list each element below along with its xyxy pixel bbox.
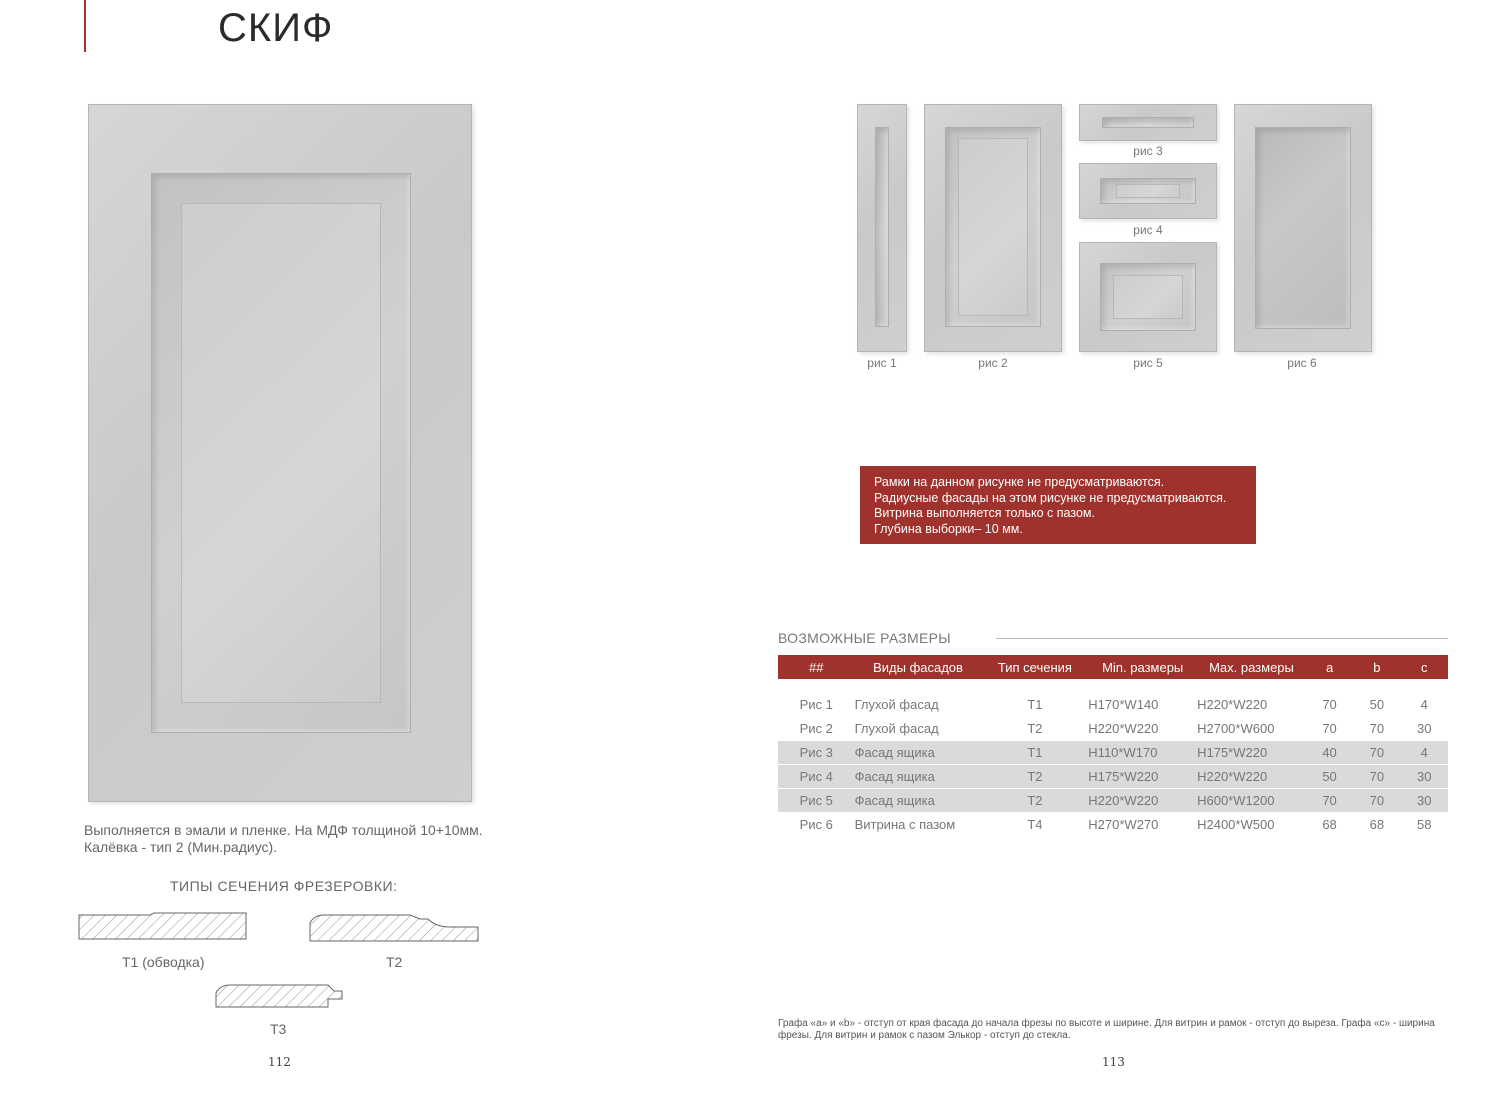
figure-6-image (1234, 104, 1372, 352)
cell-type: Фасад ящика (855, 741, 982, 765)
cell-max: H600*W1200 (1197, 789, 1306, 813)
cell-b: 50 (1353, 693, 1400, 717)
table-row (778, 717, 1448, 741)
cell-num: Рис 4 (778, 765, 855, 789)
cell-min: H110*W170 (1088, 741, 1197, 765)
cell-section: T4 (982, 813, 1089, 837)
cell-a: 50 (1306, 765, 1353, 789)
figure-4-image (1079, 163, 1217, 219)
page-number-left: 112 (268, 1055, 291, 1069)
table-row (778, 693, 1448, 717)
figure-1-image (857, 104, 907, 352)
cell-c: 58 (1401, 813, 1448, 837)
cell-c: 4 (1401, 741, 1448, 765)
sizes-divider (996, 638, 1448, 639)
figure-1-caption: рис 1 (867, 356, 897, 370)
figure-5-caption: рис 5 (1133, 356, 1163, 370)
figure-3-groove (1102, 117, 1194, 128)
cell-type: Глухой фасад (855, 693, 982, 717)
cell-section: T1 (982, 693, 1089, 717)
cell-num: Рис 3 (778, 741, 855, 765)
header-c: c (1401, 655, 1448, 679)
door-raised-panel (181, 203, 381, 703)
profiles-title: ТИПЫ СЕЧЕНИЯ ФРЕЗЕРОВКИ: (170, 878, 398, 894)
header-a: a (1306, 655, 1353, 679)
description: Выполняется в эмали и пленке. На МДФ толщиной 10+10мм. Калёвка - тип 2 (Мин.радиус). (84, 822, 483, 855)
cell-a: 70 (1306, 717, 1353, 741)
footnote: Графа «a» и «b» - отступ от края фасада до начала фрезы по высоте и ширине. Для витрин и рамок - отступ до выреза. Графа «c» - ширина фрезы. Для витрин и рамок с пазом Элькор - отступ до стекла. (778, 1018, 1435, 1041)
cell-min: H170*W140 (1088, 693, 1197, 717)
cell-max: H2700*W600 (1197, 717, 1306, 741)
figure-3-image (1079, 104, 1217, 141)
cell-num: Рис 6 (778, 813, 855, 837)
note-line-4: Глубина выборки– 10 мм. (874, 521, 1023, 536)
profile-t2-shape (310, 915, 478, 941)
figure-4-caption: рис 4 (1133, 223, 1163, 237)
cell-a: 70 (1306, 693, 1353, 717)
figure-3-caption: рис 3 (1133, 144, 1163, 158)
accent-line (84, 0, 86, 52)
note-line-2: Радиусные фасады на этом рисунке не предусматриваются. (874, 490, 1227, 505)
cell-b: 70 (1353, 741, 1400, 765)
sizes-title: ВОЗМОЖНЫЕ РАЗМЕРЫ (778, 630, 951, 646)
page-number-right: 113 (1102, 1055, 1125, 1069)
cell-b: 70 (1353, 789, 1400, 813)
cell-a: 40 (1306, 741, 1353, 765)
cell-type: Фасад ящика (855, 789, 982, 813)
figure-6-caption: рис 6 (1287, 356, 1317, 370)
sizes-header-row (778, 655, 1448, 679)
cell-min: H220*W220 (1088, 789, 1197, 813)
header-section: Тип сечения (982, 655, 1089, 679)
cell-max: H175*W220 (1197, 741, 1306, 765)
cell-b: 68 (1353, 813, 1400, 837)
note-line-1: Рамки на данном рисунке не предусматриваются. (874, 475, 1165, 489)
table-row (778, 789, 1448, 813)
profile-t2-label: Т2 (386, 954, 403, 970)
figure-2-caption: рис 2 (978, 356, 1008, 370)
header-type: Виды фасадов (855, 655, 982, 679)
header-max: Max. размеры (1197, 655, 1306, 679)
cell-c: 30 (1401, 765, 1448, 789)
cell-section: T2 (982, 789, 1089, 813)
cell-section: T2 (982, 765, 1089, 789)
cell-min: H270*W270 (1088, 813, 1197, 837)
cell-min: H175*W220 (1088, 765, 1197, 789)
profile-t1-label: Т1 (обводка) (122, 954, 205, 970)
profile-t3-label: Т3 (270, 1021, 287, 1037)
note-box (860, 466, 1256, 544)
table-spacer (778, 679, 1448, 693)
cell-max: H220*W220 (1197, 765, 1306, 789)
figure-2-panel (958, 138, 1028, 316)
cell-num: Рис 5 (778, 789, 855, 813)
cell-type: Витрина с пазом (855, 813, 982, 837)
figure-1-groove (875, 127, 889, 327)
cell-c: 30 (1401, 789, 1448, 813)
cell-a: 70 (1306, 789, 1353, 813)
figure-5-panel (1113, 275, 1183, 319)
cell-max: H220*W220 (1197, 693, 1306, 717)
table-row (778, 813, 1448, 837)
figure-6-glass (1255, 127, 1351, 329)
cell-b: 70 (1353, 717, 1400, 741)
cell-num: Рис 2 (778, 717, 855, 741)
cell-section: T2 (982, 717, 1089, 741)
profile-t1-shape (79, 913, 246, 939)
main-door-image (88, 104, 472, 802)
header-min: Min. размеры (1088, 655, 1197, 679)
table-row (778, 741, 1448, 765)
cell-type: Глухой фасад (855, 717, 982, 741)
figure-5-image (1079, 242, 1217, 352)
sizes-table (778, 655, 1448, 837)
cell-b: 70 (1353, 765, 1400, 789)
figure-2-image (924, 104, 1062, 352)
note-line-3: Витрина выполняется только с пазом. (874, 506, 1095, 520)
cell-type: Фасад ящика (855, 765, 982, 789)
header-b: b (1353, 655, 1400, 679)
profile-t3-shape (216, 985, 342, 1007)
cell-min: H220*W220 (1088, 717, 1197, 741)
cell-num: Рис 1 (778, 693, 855, 717)
cell-max: H2400*W500 (1197, 813, 1306, 837)
page-title: СКИФ (218, 6, 334, 50)
cell-a: 68 (1306, 813, 1353, 837)
figure-4-panel (1116, 184, 1180, 198)
cell-section: T1 (982, 741, 1089, 765)
cell-c: 4 (1401, 693, 1448, 717)
table-row (778, 765, 1448, 789)
cell-c: 30 (1401, 717, 1448, 741)
header-num: ## (778, 655, 855, 679)
